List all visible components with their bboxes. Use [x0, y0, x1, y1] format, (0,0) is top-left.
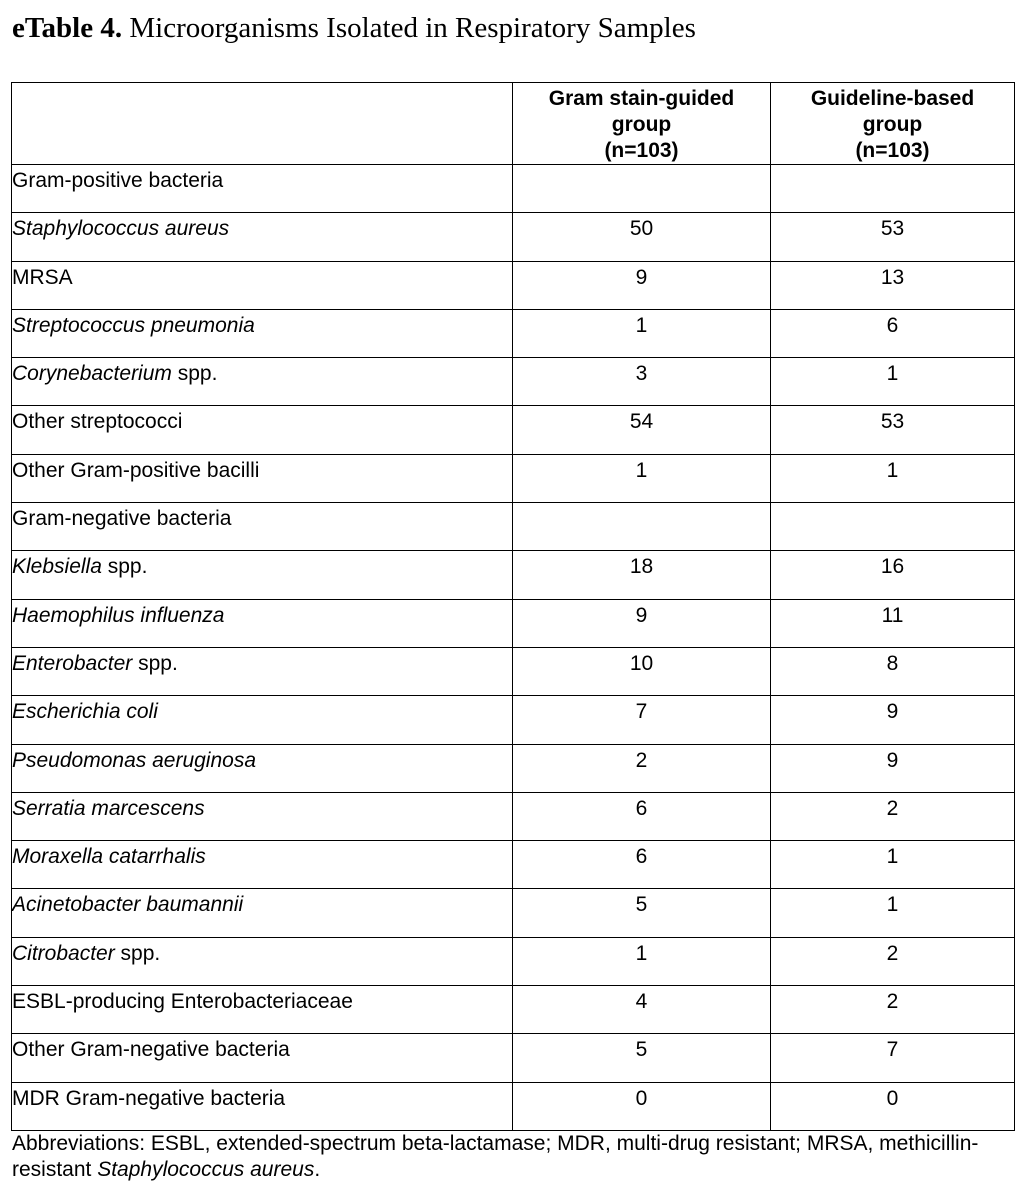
footnote-italic: Staphylococcus aureus	[97, 1158, 315, 1181]
guideline-value: 9	[771, 744, 1015, 792]
table-row	[12, 1082, 1015, 1130]
row-label: Escherichia coli	[12, 696, 513, 744]
gram-stain-value: 3	[513, 358, 771, 406]
guideline-value: 2	[771, 792, 1015, 840]
row-label: ESBL-producing Enterobacteriaceae	[12, 986, 513, 1034]
guideline-value: 6	[771, 309, 1015, 357]
row-label: Other Gram-negative bacteria	[12, 1034, 513, 1082]
guideline-value: 1	[771, 841, 1015, 889]
table-row	[12, 213, 1015, 261]
row-label: Corynebacterium spp.	[12, 358, 513, 406]
row-label: MRSA	[12, 261, 513, 309]
footnote-end: .	[314, 1158, 321, 1181]
guideline-value: 7	[771, 1034, 1015, 1082]
row-label: Streptococcus pneumonia	[12, 309, 513, 357]
guideline-value: 0	[771, 1082, 1015, 1130]
guideline-value	[771, 503, 1015, 551]
row-label: MDR Gram-negative bacteria	[12, 1082, 513, 1130]
gram-stain-value: 1	[513, 309, 771, 357]
microorganisms-table	[11, 82, 1015, 1131]
row-label: Citrobacter spp.	[12, 937, 513, 985]
gram-stain-value: 6	[513, 841, 771, 889]
guideline-value: 2	[771, 937, 1015, 985]
table-title-text: Microorganisms Isolated in Respiratory Samples	[122, 12, 696, 44]
row-label: Acinetobacter baumannii	[12, 889, 513, 937]
guideline-value: 1	[771, 454, 1015, 502]
gram-stain-value: 54	[513, 406, 771, 454]
header-gram-stain-guided: Gram stain-guided group (n=103)	[513, 83, 771, 165]
table-row	[12, 986, 1015, 1034]
table-row	[12, 165, 1015, 213]
guideline-value: 11	[771, 599, 1015, 647]
gram-stain-value: 5	[513, 889, 771, 937]
gram-stain-value: 1	[513, 937, 771, 985]
gram-stain-value: 6	[513, 792, 771, 840]
row-label: Staphylococcus aureus	[12, 213, 513, 261]
table-row	[12, 647, 1015, 695]
row-label: Enterobacter spp.	[12, 647, 513, 695]
table-row	[12, 792, 1015, 840]
table-row	[12, 309, 1015, 357]
table-row	[12, 406, 1015, 454]
row-label: Serratia marcescens	[12, 792, 513, 840]
header-row	[12, 83, 1015, 165]
row-label: Klebsiella spp.	[12, 551, 513, 599]
gram-stain-value: 50	[513, 213, 771, 261]
gram-stain-value	[513, 165, 771, 213]
gram-stain-value: 9	[513, 599, 771, 647]
gram-stain-value: 10	[513, 647, 771, 695]
gram-stain-value: 2	[513, 744, 771, 792]
gram-stain-value: 1	[513, 454, 771, 502]
table-row	[12, 551, 1015, 599]
guideline-value: 13	[771, 261, 1015, 309]
table-row	[12, 1034, 1015, 1082]
table-row	[12, 454, 1015, 502]
table-title	[12, 12, 696, 45]
guideline-value: 53	[771, 213, 1015, 261]
table-row	[12, 744, 1015, 792]
guideline-value: 9	[771, 696, 1015, 744]
header-empty-cell	[12, 83, 513, 165]
table-title-label: eTable 4.	[12, 12, 123, 44]
footnote-text: Abbreviations: ESBL, extended-spectrum beta-lactamase; MDR, multi-drug resistant; MRSA, methicillin-resistant	[12, 1132, 979, 1181]
header-guideline-based: Guideline-based group (n=103)	[771, 83, 1015, 165]
guideline-value: 16	[771, 551, 1015, 599]
guideline-value	[771, 165, 1015, 213]
table-row	[12, 358, 1015, 406]
guideline-value: 8	[771, 647, 1015, 695]
gram-stain-value: 7	[513, 696, 771, 744]
gram-stain-value: 0	[513, 1082, 771, 1130]
table-row	[12, 503, 1015, 551]
guideline-value: 1	[771, 889, 1015, 937]
row-label: Haemophilus influenza	[12, 599, 513, 647]
gram-stain-value: 9	[513, 261, 771, 309]
row-label: Pseudomonas aeruginosa	[12, 744, 513, 792]
gram-stain-value: 18	[513, 551, 771, 599]
footnote	[12, 1131, 1017, 1183]
gram-stain-value: 4	[513, 986, 771, 1034]
table-row	[12, 599, 1015, 647]
row-label: Gram-negative bacteria	[12, 503, 513, 551]
guideline-value: 2	[771, 986, 1015, 1034]
guideline-value: 53	[771, 406, 1015, 454]
gram-stain-value	[513, 503, 771, 551]
table-row	[12, 841, 1015, 889]
row-label: Gram-positive bacteria	[12, 165, 513, 213]
gram-stain-value: 5	[513, 1034, 771, 1082]
row-label: Other Gram-positive bacilli	[12, 454, 513, 502]
guideline-value: 1	[771, 358, 1015, 406]
table-row	[12, 696, 1015, 744]
table-row	[12, 937, 1015, 985]
row-label: Other streptococci	[12, 406, 513, 454]
table-row	[12, 261, 1015, 309]
row-label: Moraxella catarrhalis	[12, 841, 513, 889]
table-row	[12, 889, 1015, 937]
